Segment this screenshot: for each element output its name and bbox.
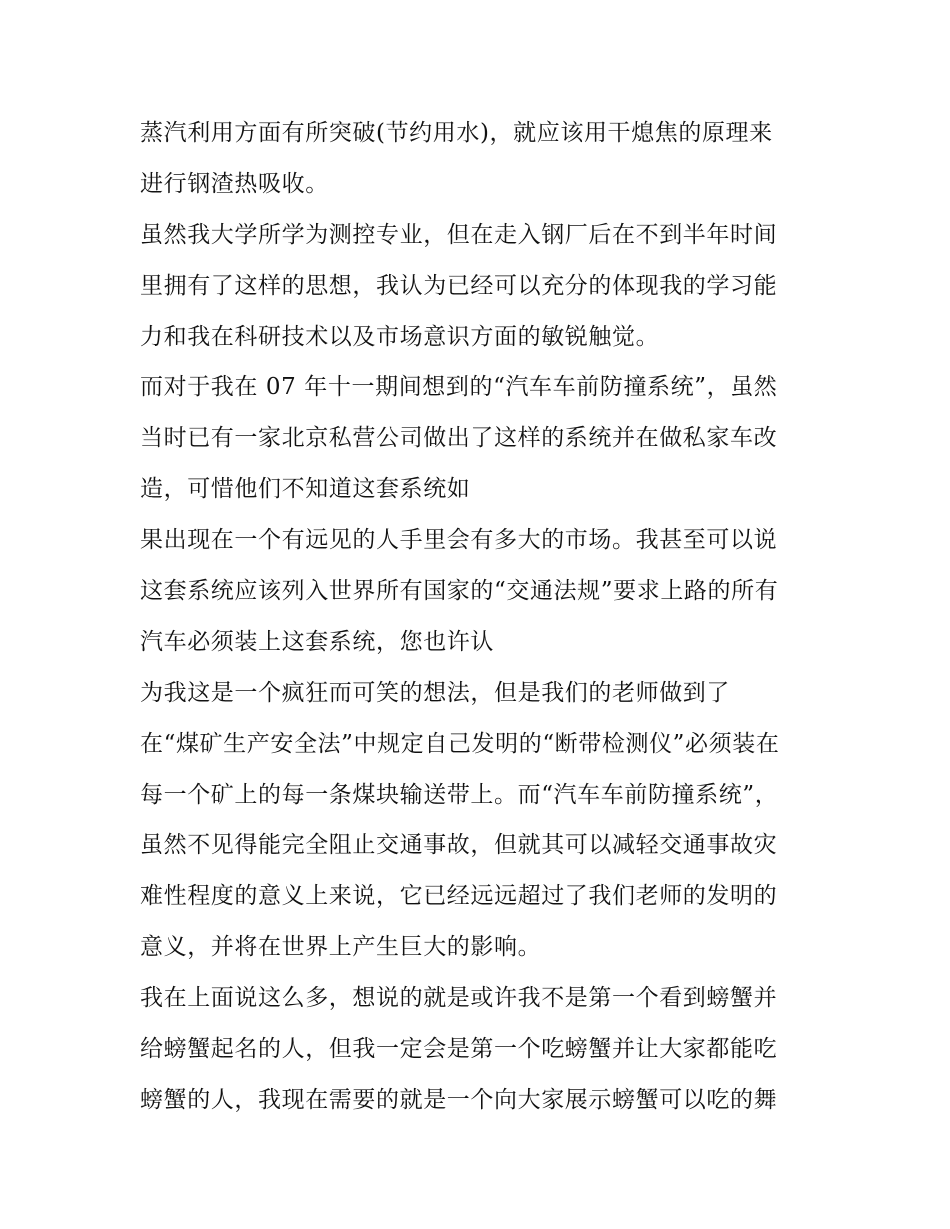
text-line: 里拥有了这样的思想，我认为已经可以充分的体现我的学习能 — [140, 272, 778, 299]
body-text — [140, 108, 820, 1126]
text-line: 果出现在一个有远见的人手里会有多大的市场。我甚至可以说 — [140, 527, 778, 554]
text-line: 进行钢渣热吸收。 — [140, 170, 329, 197]
text-line: 力和我在科研技术以及市场意识方面的敏锐触觉。 — [140, 323, 660, 350]
text-line: 虽然不见得能完全阻止交通事故，但就其可以减轻交通事故灾 — [140, 832, 778, 859]
text-line: 难性程度的意义上来说，它已经远远超过了我们老师的发明的 — [140, 883, 778, 910]
text-line: 每一个矿上的每一条煤块输送带上。而“汽车车前防撞系统”， — [140, 781, 779, 808]
text-line: 意义，并将在世界上产生巨大的影响。 — [140, 934, 542, 961]
text-line: 当时已有一家北京私营公司做出了这样的系统并在做私家车改 — [140, 425, 778, 452]
text-line: 给螃蟹起名的人，但我一定会是第一个吃螃蟹并让大家都能吃 — [140, 1036, 778, 1063]
text-line: 汽车必须装上这套系统，您也许认 — [140, 628, 494, 655]
text-line: 螃蟹的人，我现在需要的就是一个向大家展示螃蟹可以吃的舞 — [140, 1086, 778, 1113]
text-line: 虽然我大学所学为测控专业，但在走入钢厂后在不到半年时间 — [140, 221, 778, 248]
text-line: 为我这是一个疯狂而可笑的想法，但是我们的老师做到了 — [140, 679, 730, 706]
text-line: 造，可惜他们不知道这套系统如 — [140, 476, 471, 503]
text-line: 这套系统应该列入世界所有国家的“交通法规”要求上路的所有 — [140, 578, 779, 605]
text-line: 而对于我在 07 年十一期间想到的“汽车车前防撞系统”，虽然 — [140, 374, 778, 401]
text-line: 蒸汽利用方面有所突破(节约用水)，就应该用干熄焦的原理来 — [140, 120, 773, 146]
text-line: 在“煤矿生产安全法”中规定自己发明的“断带检测仪”必须装在 — [140, 730, 780, 757]
text-line: 我在上面说这么多，想说的就是或许我不是第一个看到螃蟹并 — [140, 985, 778, 1012]
